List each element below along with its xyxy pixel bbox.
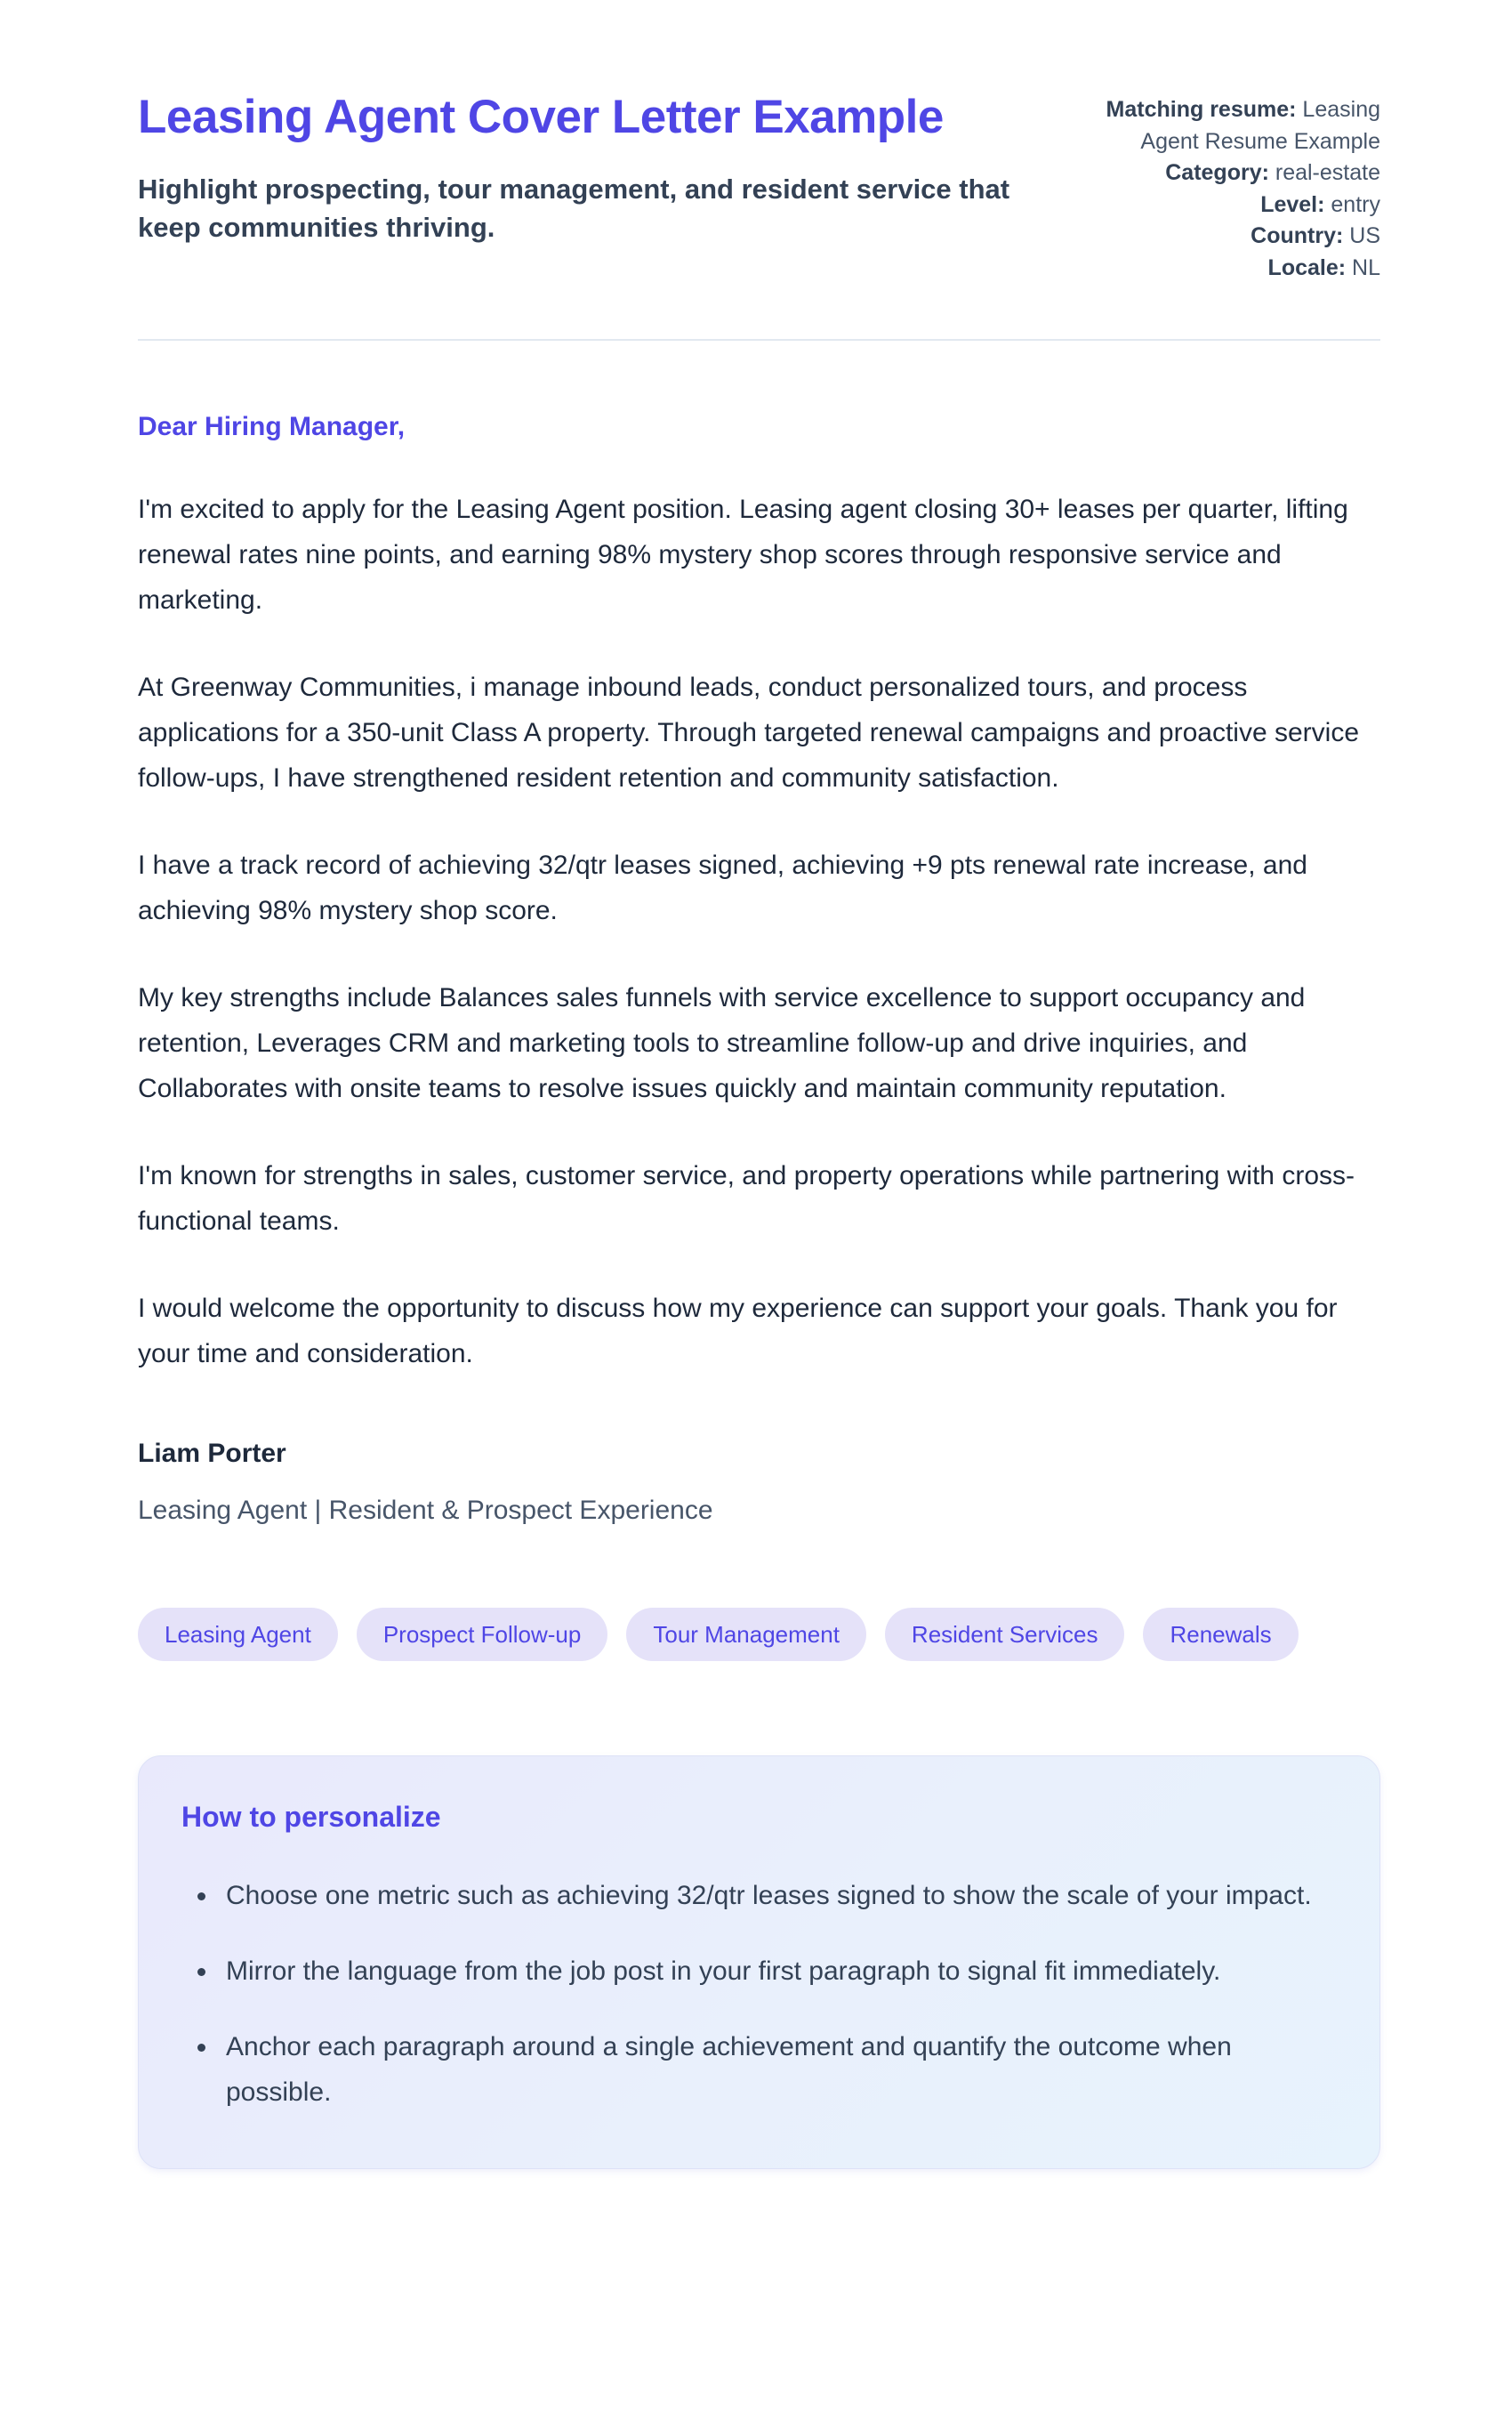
tip-list xyxy=(181,1873,1331,2115)
page-subtitle: Highlight prospecting, tour management, and resident service that keep communities thriving. xyxy=(138,173,1010,244)
letter-paragraph: My key strengths include Balances sales funnels with service excellence to support occupancy and retention, Leverages CRM and marketing tools to streamline follow-up and drive inquiries, and Collaborates with onsite teams to resolve issues quickly and maintain community reputation. xyxy=(138,983,1306,1103)
tip-item: • Mirror the language from the job post in your first paragraph to signal fit immediately. xyxy=(219,1948,1331,1994)
tip-item: • Choose one metric such as achieving 32/qtr leases signed to show the scale of your impact. xyxy=(219,1873,1331,1918)
how-to-personalize-box xyxy=(138,1755,1380,2169)
meta-row-level xyxy=(1069,190,1380,222)
tag-prospect-follow-up[interactable]: Prospect Follow-up xyxy=(357,1608,608,1661)
signature-role: Leasing Agent | Resident & Prospect Experience xyxy=(138,1496,713,1525)
signature-block xyxy=(138,1439,1380,1526)
meta-value: Leasing Agent Resume Example xyxy=(1140,97,1380,154)
meta-panel xyxy=(1069,94,1380,284)
tag-list xyxy=(138,1608,1380,1661)
meta-row-matching-resume xyxy=(1069,94,1380,157)
tag-tour-management[interactable]: Tour Management xyxy=(626,1608,866,1661)
page-header xyxy=(138,89,1380,284)
letter-paragraph: I would welcome the opportunity to discuss how my experience can support your goals. Thank you for your time and consideration. xyxy=(138,1294,1338,1368)
letter-paragraph: I'm known for strengths in sales, customer service, and property operations while partnering with cross-functional teams. xyxy=(138,1161,1355,1236)
meta-label: Locale: xyxy=(1267,254,1347,280)
meta-value: real-estate xyxy=(1275,160,1380,185)
meta-row-country xyxy=(1069,221,1380,253)
meta-label: Country: xyxy=(1251,223,1344,248)
letter-paragraph: At Greenway Communities, i manage inbound leads, conduct personalized tours, and process applications for a 350-unit Class A property. Through targeted renewal campaigns and proactive service follow-ups, I have strengthened resident retention and community satisfaction. xyxy=(138,673,1359,793)
tip-box-heading: How to personalize xyxy=(181,1801,441,1833)
meta-label: Category: xyxy=(1165,160,1269,185)
meta-row-category xyxy=(1069,157,1380,190)
cover-letter-body xyxy=(138,412,1380,2169)
tag-leasing-agent[interactable]: Leasing Agent xyxy=(138,1608,338,1661)
meta-value: US xyxy=(1349,223,1380,248)
letter-paragraph: I have a track record of achieving 32/qtr leases signed, achieving +9 pts renewal rate increase, and achieving 98% mystery shop score. xyxy=(138,851,1307,925)
signature-name: Liam Porter xyxy=(138,1439,286,1468)
letter-paragraph: I'm excited to apply for the Leasing Agent position. Leasing agent closing 30+ leases per quarter, lifting renewal rates nine points, and earning 98% mystery shop scores through responsive service and marketing. xyxy=(138,495,1348,615)
meta-label: Level: xyxy=(1260,191,1325,217)
tag-renewals[interactable]: Renewals xyxy=(1143,1608,1298,1661)
header-divider xyxy=(138,339,1380,341)
meta-value: entry xyxy=(1331,191,1380,217)
meta-label: Matching resume: xyxy=(1106,97,1297,122)
page-title: Leasing Agent Cover Letter Example xyxy=(138,91,944,143)
meta-row-locale xyxy=(1069,253,1380,285)
meta-value: NL xyxy=(1352,254,1380,280)
salutation: Dear Hiring Manager, xyxy=(138,412,406,441)
tip-item: • Anchor each paragraph around a single achievement and quantify the outcome when possible. xyxy=(219,2024,1331,2115)
tag-resident-services[interactable]: Resident Services xyxy=(885,1608,1125,1661)
header-title-block xyxy=(138,89,1069,246)
